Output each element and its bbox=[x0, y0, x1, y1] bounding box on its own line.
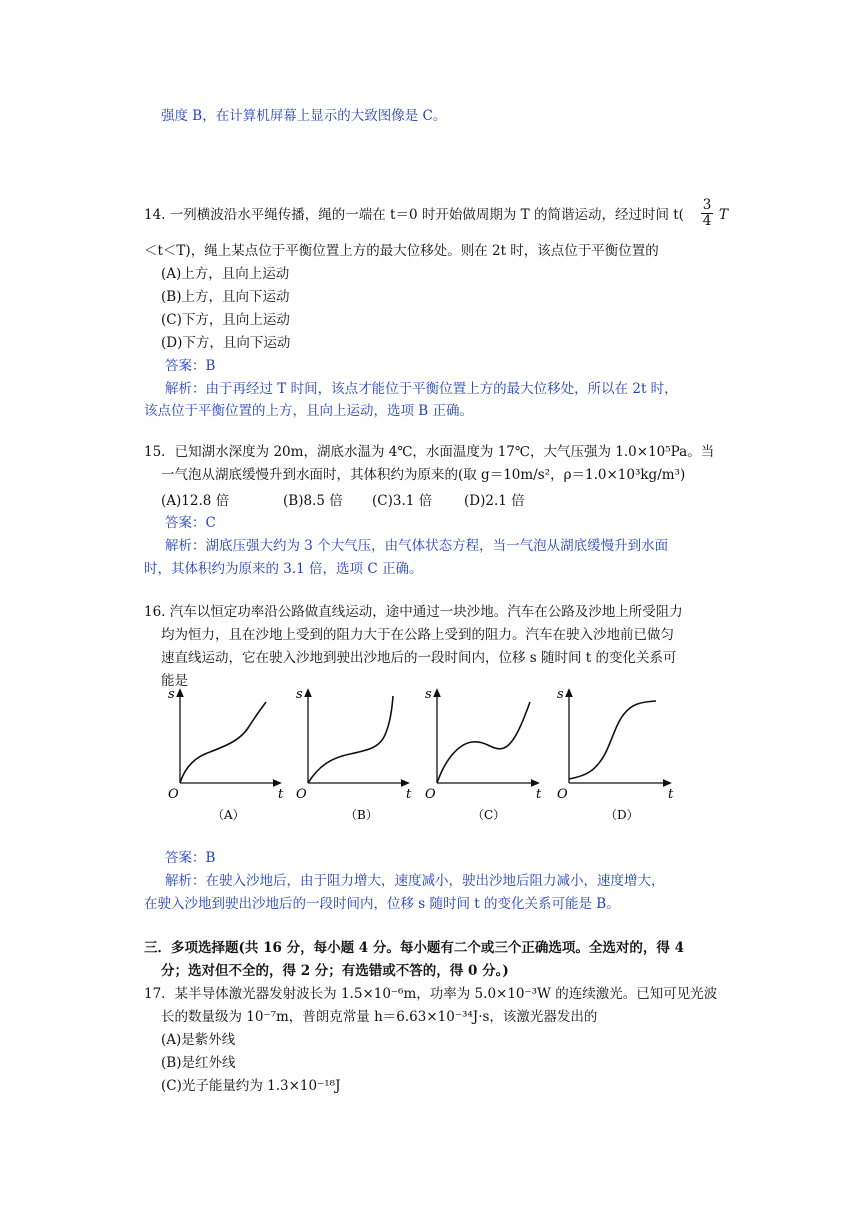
q16-line1: 16. 汽车以恒定功率沿公路做直线运动，途中通过一块沙地。汽车在公路及沙地上所受阻力 bbox=[144, 604, 683, 620]
q15-line1: 15．已知湖水深度为 20m，湖底水温为 4℃，水面温度为 17℃，大气压强为 1.0×10⁵Pa。当 bbox=[144, 444, 715, 460]
graph-a-axis-x: t bbox=[278, 787, 284, 802]
q14-answer: 答案：B bbox=[165, 358, 216, 374]
q14-option-a: (A)上方，且向上运动 bbox=[161, 266, 290, 282]
q17-line1: 17．某半导体激光器发射波长为 1.5×10⁻⁶m，功率为 5.0×10⁻³W 的连续激光。已知可见光波 bbox=[144, 986, 718, 1002]
q14-option-b: (B)上方，且向下运动 bbox=[161, 289, 290, 305]
q14-line2: ＜t＜T)，绳上某点位于平衡位置上方的最大位移处。则在 2t 时，该点位于平衡位置的 bbox=[144, 243, 659, 259]
q16-graphs bbox=[0, 682, 860, 832]
q15-option-a: (A)12.8 倍 bbox=[161, 493, 230, 509]
q15-analysis-1: 解析：湖底压强大约为 3 个大气压，由气体状态方程，当一气泡从湖底缓慢升到水面 bbox=[165, 538, 669, 554]
graph-c-axis-y: s bbox=[425, 687, 432, 702]
q16-line4: 能是 bbox=[161, 673, 188, 689]
q14-analysis-2: 该点位于平衡位置的上方，且向上运动，选项 B 正确。 bbox=[144, 403, 474, 419]
graph-d bbox=[557, 687, 674, 822]
q17-option-a: (A)是紫外线 bbox=[161, 1032, 236, 1048]
section-3-line1: 三．多项选择题(共 16 分，每小题 4 分。每小题有二个或三个正确选项。全选对的，得 4 bbox=[144, 940, 684, 956]
q16-analysis-2: 在驶入沙地到驶出沙地后的一段时间内，位移 s 随时间 t 的变化关系可能是 B。 bbox=[144, 896, 620, 912]
q14-option-c: (C)下方，且向上运动 bbox=[161, 312, 290, 328]
q17-option-c: (C)光子能量约为 1.3×10⁻¹⁸J bbox=[161, 1078, 341, 1094]
graph-b bbox=[296, 687, 412, 822]
q16-answer: 答案：B bbox=[165, 850, 216, 866]
section-3-line2: 分；选对但不全的，得 2 分；有选错或不答的，得 0 分。) bbox=[161, 963, 509, 979]
q14-line1-tail: T bbox=[719, 207, 729, 223]
graph-c bbox=[425, 687, 542, 822]
graph-d-origin: O bbox=[557, 787, 568, 802]
q14-fraction bbox=[701, 198, 713, 228]
q14-option-d: (D)下方，且向下运动 bbox=[161, 335, 291, 351]
graph-d-label: （D） bbox=[605, 808, 639, 822]
intro-text: 强度 B，在计算机屏幕上显示的大致图像是 C。 bbox=[161, 108, 447, 124]
graph-b-axis-y: s bbox=[296, 687, 303, 702]
graph-a-label: （A） bbox=[212, 808, 245, 822]
graph-a-axis-y: s bbox=[168, 687, 175, 702]
q14-analysis-1: 解析：由于再经过 T 时间，该点才能位于平衡位置上方的最大位移处，所以在 2t 时， bbox=[165, 381, 678, 397]
q17-option-b: (B)是红外线 bbox=[161, 1055, 236, 1071]
graph-c-label: （C） bbox=[472, 808, 506, 822]
q14-frac-den: 4 bbox=[702, 213, 712, 229]
q15-option-d: (D)2.1 倍 bbox=[464, 493, 525, 509]
graph-b-label: （B） bbox=[345, 808, 378, 822]
q14-frac-num: 3 bbox=[702, 197, 712, 213]
q15-option-b: (B)8.5 倍 bbox=[283, 493, 343, 509]
q17-line2: 长的数量级为 10⁻⁷m，普朗克常量 h＝6.63×10⁻³⁴J·s，该激光器发出的 bbox=[161, 1009, 598, 1025]
graph-a-origin: O bbox=[168, 787, 179, 802]
q15-analysis-2: 时，其体积约为原来的 3.1 倍，选项 C 正确。 bbox=[144, 561, 423, 577]
graph-d-axis-x: t bbox=[668, 787, 674, 802]
q15-line2: 一气泡从湖底缓慢升到水面时，其体积约为原来的(取 g＝10m/s²，ρ＝1.0×10³kg/m³) bbox=[161, 467, 686, 483]
q14-line1: 14. 一列横波沿水平绳传播，绳的一端在 t＝0 时开始做周期为 T 的简谐运动，经过时间 t( bbox=[144, 207, 684, 223]
q16-analysis-1: 解析：在驶入沙地后，由于阻力增大，速度减小，驶出沙地后阻力减小，速度增大， bbox=[165, 873, 665, 889]
graph-b-axis-x: t bbox=[406, 787, 412, 802]
q15-option-c: (C)3.1 倍 bbox=[372, 493, 433, 509]
q16-line2: 均为恒力，且在沙地上受到的阻力大于在公路上受到的阻力。汽车在驶入沙地前已做匀 bbox=[161, 627, 674, 643]
q15-answer: 答案：C bbox=[165, 515, 216, 531]
q16-line3: 速直线运动，它在驶入沙地到驶出沙地后的一段时间内，位移 s 随时间 t 的变化关系可 bbox=[161, 650, 677, 666]
graph-c-axis-x: t bbox=[536, 787, 542, 802]
graph-c-origin: O bbox=[425, 787, 436, 802]
graph-d-axis-y: s bbox=[557, 687, 564, 702]
graph-b-origin: O bbox=[296, 787, 307, 802]
graph-a bbox=[168, 687, 284, 822]
